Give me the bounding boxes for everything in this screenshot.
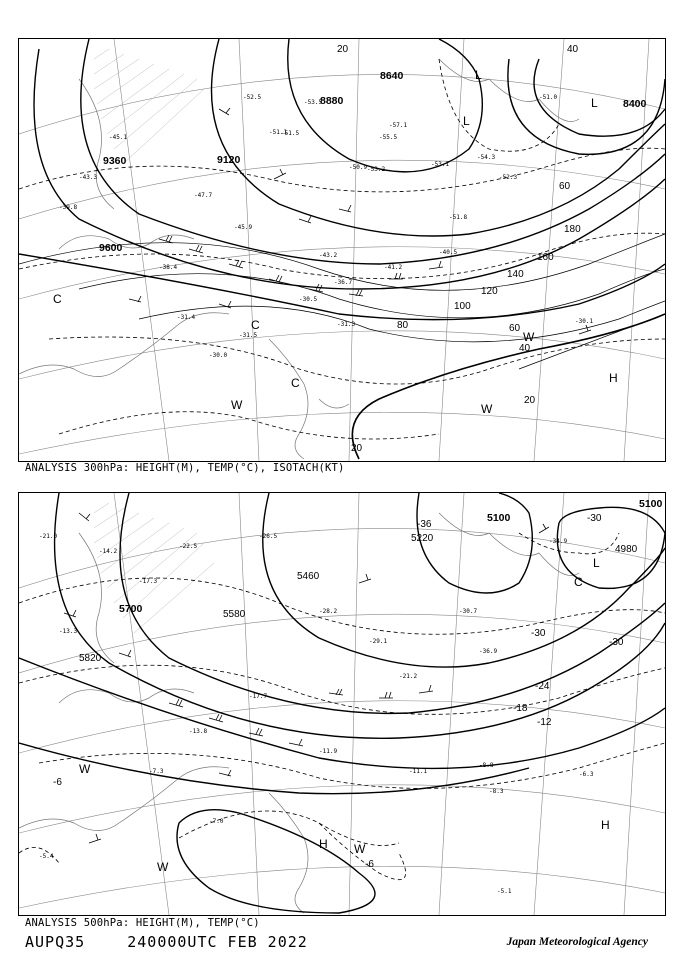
low-center-3: L	[463, 114, 470, 128]
isotach-label-160: 160	[537, 252, 554, 263]
isotach-label-80: 80	[397, 320, 409, 331]
svg-text:-30.7: -30.7	[459, 608, 478, 615]
chart-identifier	[25, 933, 308, 951]
svg-text:-11.1: -11.1	[409, 768, 428, 775]
isotach-label-140: 140	[507, 269, 524, 280]
height-label-5580: 5580	[223, 609, 246, 620]
svg-text:-36.7: -36.7	[334, 279, 353, 286]
svg-text:-13.8: -13.8	[189, 728, 208, 735]
temp-label-m24: -24	[535, 681, 550, 692]
temp-label-m12: -12	[537, 717, 552, 728]
height-contours	[19, 493, 665, 913]
temp-label-10: -57.1	[389, 122, 408, 129]
svg-text:-53.5: -53.5	[304, 99, 323, 106]
isotach-label-40-south: 40	[519, 343, 531, 354]
svg-text:-47.7: -47.7	[194, 192, 213, 199]
warm-symbol-1: W	[354, 842, 366, 856]
svg-text:-21.2: -21.2	[399, 673, 418, 680]
svg-text:-39.8: -39.8	[59, 204, 78, 211]
svg-text:-41.2: -41.2	[384, 264, 403, 271]
cold-symbol: C	[574, 575, 583, 589]
svg-text:-5.4: -5.4	[39, 853, 54, 860]
temp-label-5: -31.3	[337, 321, 356, 328]
temp-label-12: -52.5	[243, 94, 262, 101]
svg-text:-28.2: -28.2	[319, 608, 338, 615]
isotach-label-20: 20	[337, 44, 349, 55]
cold-symbol-1: C	[53, 292, 62, 306]
isotachs	[19, 234, 665, 369]
svg-text:-45.1: -45.1	[109, 134, 128, 141]
temp-label-m30-a: -30	[587, 513, 602, 524]
temp-label-m30-b: -30	[531, 628, 546, 639]
cold-symbol-3: C	[291, 376, 300, 390]
temp-label-1: -31.4	[177, 314, 196, 321]
temp-label-m6-3: -6.3	[579, 771, 594, 778]
map-300hpa-svg	[19, 39, 665, 461]
svg-text:-8.3: -8.3	[489, 788, 504, 795]
height-label-5100: 5100	[487, 512, 511, 524]
height-contours	[19, 39, 665, 320]
svg-text:-22.5: -22.5	[179, 543, 198, 550]
warm-symbol-3: W	[79, 762, 91, 776]
svg-text:-21.0: -21.0	[39, 533, 58, 540]
low-center-1: L	[475, 68, 482, 82]
warm-symbol-2: W	[481, 402, 493, 416]
warm-symbol-1: W	[231, 398, 243, 412]
svg-text:-17.3: -17.3	[139, 578, 158, 585]
low-center-2: L	[591, 96, 598, 110]
isotach-label-20-bottom: 20	[351, 443, 363, 454]
isotach-label-120: 120	[481, 286, 498, 297]
svg-text:-11.9: -11.9	[319, 748, 338, 755]
height-label-9360: 9360	[103, 155, 127, 167]
isotach-label-20-south: 20	[524, 395, 536, 406]
isotherms	[19, 533, 665, 880]
analysis-300hpa-map	[18, 38, 666, 462]
svg-text:-17.7: -17.7	[249, 693, 268, 700]
warm-symbol-3: W	[523, 330, 535, 344]
svg-text:-45.9: -45.9	[234, 224, 253, 231]
temp-label-11: -53.1	[431, 161, 450, 168]
svg-text:-7.0: -7.0	[209, 818, 224, 825]
svg-text:-40.5: -40.5	[439, 249, 458, 256]
graticule	[19, 493, 665, 915]
svg-text:-51.1: -51.1	[269, 129, 288, 136]
high-center: H	[609, 371, 618, 385]
height-label-5700: 5700	[119, 603, 143, 615]
svg-text:-55.5: -55.5	[379, 134, 398, 141]
svg-text:-7.3: -7.3	[149, 768, 164, 775]
isotach-label-40: 40	[567, 44, 579, 55]
temp-label-m6-west: -6	[53, 777, 62, 788]
temp-label-m8-8: -8.8	[479, 762, 494, 769]
isotach-label-180: 180	[564, 224, 581, 235]
chart-code: AUPQ35	[25, 933, 86, 951]
height-label-5820: 5820	[79, 653, 102, 664]
svg-text:-13.3: -13.3	[59, 628, 78, 635]
temp-label-6: -30.1	[575, 318, 594, 325]
svg-text:-43.3: -43.3	[79, 174, 98, 181]
height-label-4980: 4980	[615, 544, 638, 555]
temp-label-m5-1: -5.1	[497, 888, 512, 895]
coastlines	[19, 59, 579, 459]
svg-text:-50.9: -50.9	[349, 164, 368, 171]
height-label-8640: 8640	[380, 70, 404, 82]
svg-text:-34.9: -34.9	[549, 538, 568, 545]
temp-label-9: -54.3	[477, 154, 496, 161]
hatch-area	[94, 503, 214, 633]
height-label-8400: 8400	[623, 98, 647, 110]
low-center: L	[593, 556, 600, 570]
high-center-east: H	[601, 818, 610, 832]
svg-text:-14.2: -14.2	[99, 548, 118, 555]
caption-500hpa: ANALYSIS 500hPa: HEIGHT(M), TEMP(°C)	[25, 917, 260, 929]
svg-text:-26.5: -26.5	[259, 533, 278, 540]
temp-label-m30-c: -30	[609, 637, 624, 648]
isotach-label-60: 60	[559, 181, 571, 192]
temp-label-7: -51.5	[281, 130, 300, 137]
height-label-8880: 8880	[320, 95, 344, 107]
svg-text:-38.4: -38.4	[159, 264, 178, 271]
isotach-label-60-south: 60	[509, 323, 521, 334]
svg-text:-29.1: -29.1	[369, 638, 388, 645]
svg-text:-52.3: -52.3	[499, 174, 518, 181]
svg-text:-36.9: -36.9	[479, 648, 498, 655]
warm-symbol-2: W	[157, 860, 169, 874]
temp-label-3: -31.5	[239, 332, 258, 339]
height-label-9600: 9600	[99, 242, 123, 254]
temp-label-m36: -36	[417, 519, 432, 530]
svg-text:-43.2: -43.2	[319, 252, 338, 259]
high-center-south: H	[319, 837, 328, 851]
caption-300hpa: ANALYSIS 300hPa: HEIGHT(M), TEMP(°C), ISOTACH(KT)	[25, 462, 345, 474]
chart-datetime: 240000UTC FEB 2022	[127, 933, 308, 951]
temp-label-4: -30.5	[299, 296, 318, 303]
height-label-5220: 5220	[411, 533, 434, 544]
height-label-9120: 9120	[217, 154, 241, 166]
temp-label-8: -53.2	[367, 166, 386, 173]
agency-credit: Japan Meteorological Agency	[506, 936, 648, 948]
temp-label-2: -30.0	[209, 352, 228, 359]
height-label-5100-east: 5100	[639, 498, 663, 510]
height-label-5460: 5460	[297, 571, 320, 582]
svg-text:-51.0: -51.0	[539, 94, 558, 101]
cold-symbol-2: C	[251, 318, 260, 332]
isotach-label-100: 100	[454, 301, 471, 312]
hatch-area	[94, 49, 204, 164]
temp-label-m6-south: -6	[365, 859, 374, 870]
analysis-500hpa-map	[18, 492, 666, 916]
svg-text:-51.8: -51.8	[449, 214, 468, 221]
temp-label-m18: -18	[513, 703, 528, 714]
map-500hpa-svg	[19, 493, 665, 915]
